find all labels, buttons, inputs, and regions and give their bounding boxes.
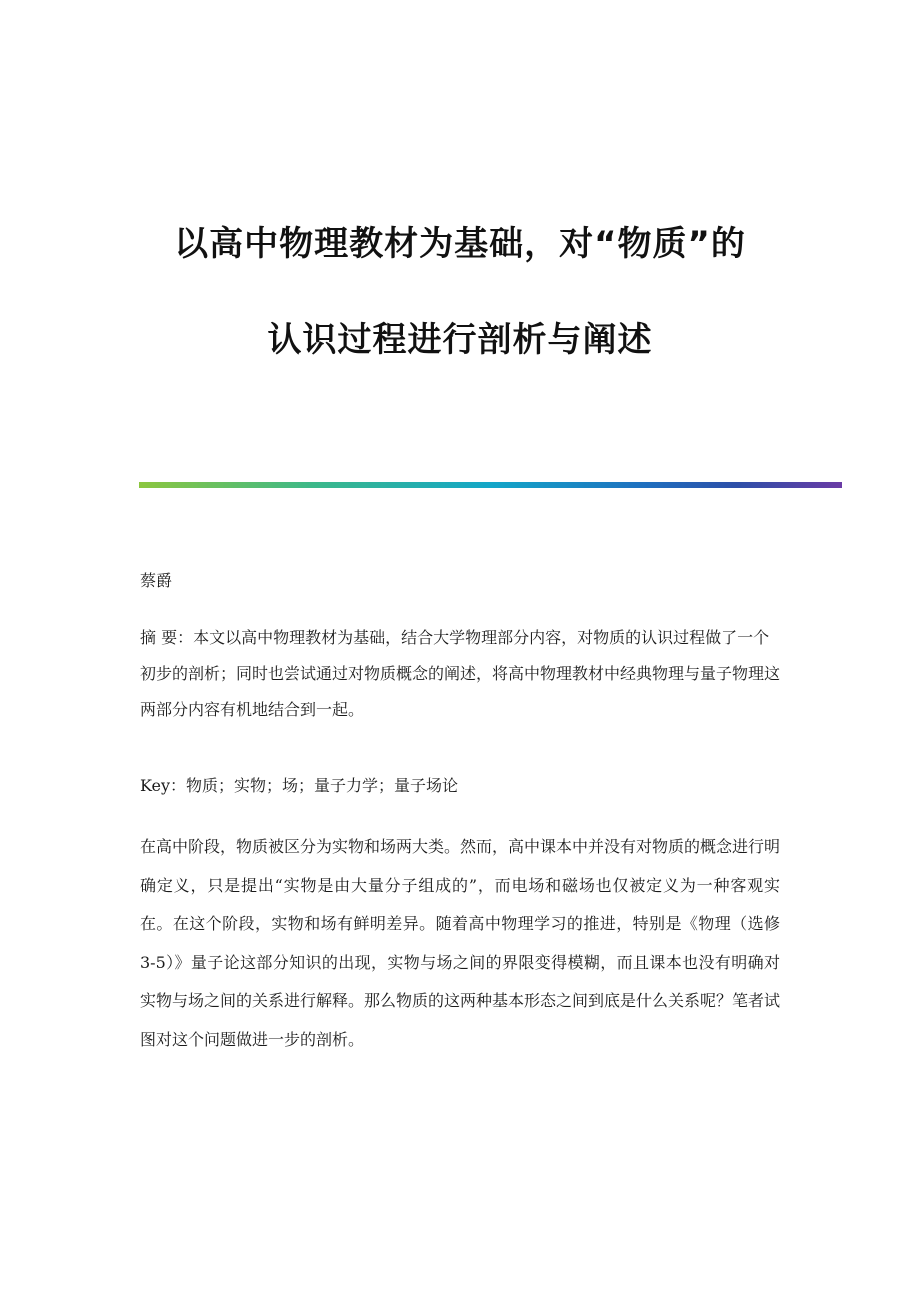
gradient-divider: [139, 482, 842, 488]
abstract-label: 摘 要：: [140, 628, 194, 647]
body-paragraph: 在高中阶段，物质被区分为实物和场两大类。然而，高中课本中并没有对物质的概念进行明确定义，只是提出“实物是由大量分子组成的”，而电场和磁场也仅被定义为一种客观实在。在这个阶段，实物和场有鲜明差异。随着高中物理学习的推进，特别是《物理（选修 3-5）》量子论这部分知识的出现，实物与场之间的界限变得模糊，而且课本也没有明确对实物与场之间的关系进行解释。那么物质的这两种基本形态之间到底是什么关系呢？笔者试图对这个问题做进一步的剖析。: [140, 837, 781, 1049]
author-name: 蔡爵: [140, 571, 173, 590]
keywords: [140, 774, 780, 798]
abstract-text: 本文以高中物理教材为基础，结合大学物理部分内容，对物质的认识过程做了一个初步的剖析；同时也尝试通过对物质概念的阐述，将高中物理教材中经典物理与量子物理这两部分内容有机地结合到一起。: [140, 628, 781, 719]
abstract: [140, 620, 780, 728]
keywords-label: Key：: [140, 776, 187, 795]
title-line-1: 以高中物理教材为基础，对“物质”的: [174, 224, 746, 264]
keywords-text: 物质；实物；场；量子力学；量子场论: [186, 776, 459, 795]
title-line-2: 认识过程进行剖析与阐述: [267, 320, 653, 360]
